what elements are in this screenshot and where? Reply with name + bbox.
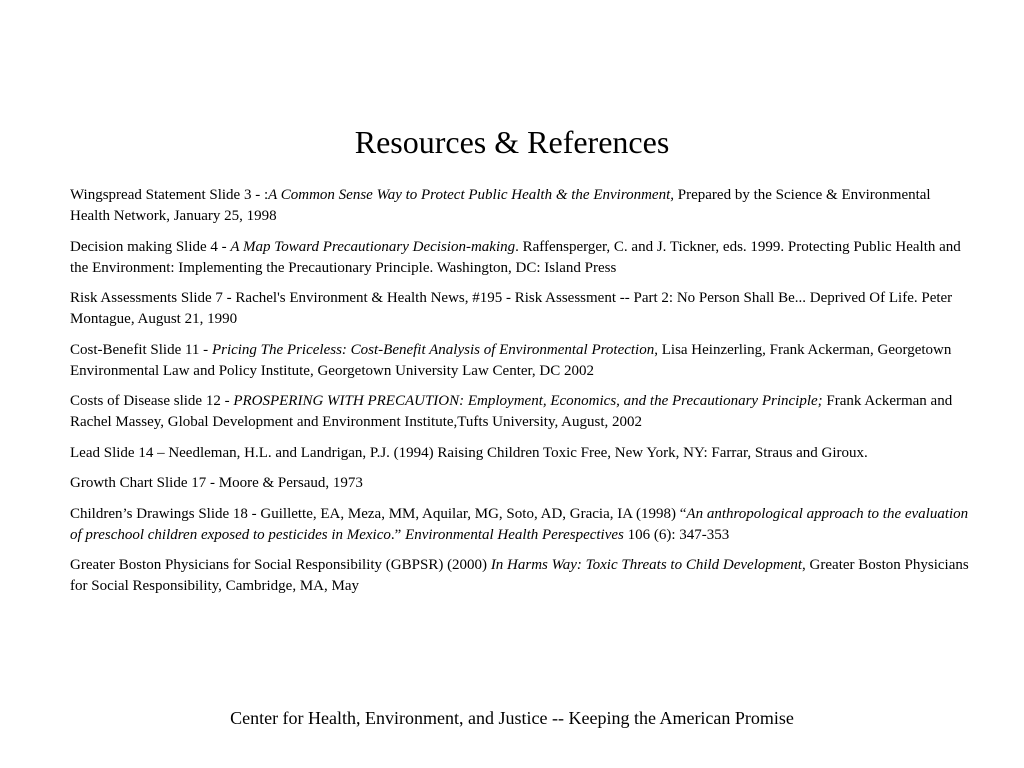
reference-title: In Harms Way: Toxic Threats to Child Development [490,557,803,573]
reference-item-lead [70,443,970,464]
reference-list [70,185,970,607]
reference-text: .” [390,526,406,543]
reference-item-decision-making [70,237,970,279]
reference-text: Costs of Disease slide 12 - [70,393,234,409]
reference-text: Frank Ackerman and Rachel Massey, Global Development and Environment Institute,Tufts University, August, 2002 [70,393,953,430]
slide-footer: Center for Health, Environment, and Justice -- Keeping the American Promise [230,708,794,728]
reference-text: Children’s Drawings Slide 18 - Guillette, EA, Meza, MM, Aquilar, MG, Soto, AD, Gracia, IA (1998) “ [70,505,687,522]
reference-title: Pricing The Priceless: Cost-Benefit Analysis of Environmental Protection [211,341,655,358]
reference-text: Lead Slide 14 – Needleman, H.L. and Landrigan, P.J. (1994) Raising Children Toxic Free, New York, NY: Farrar, Straus and Giroux. [70,444,868,461]
slide-title: Resources & References [354,124,670,160]
reference-journal: Environmental Health Perespectives [405,526,624,543]
reference-text: 106 (6): 347-353 [623,526,730,543]
reference-title: PROSPERING WITH PRECAUTION: Employment, Economics, and the Precautionary Principle; [233,393,823,409]
reference-text: Cost-Benefit Slide 11 - [70,341,212,358]
reference-item-gbpsr [70,555,970,597]
reference-text: Wingspread Statement Slide 3 - : [70,187,269,203]
reference-item-cost-benefit [70,340,970,382]
reference-item-wingspread [70,185,970,227]
reference-text: . Raffensperger, C. and J. Tickner, eds. 1999. Protecting Public Health and the Environment: Implementing the Precautionary Principle. Washington, DC: Island Press [70,238,961,276]
reference-item-costs-of-disease [70,391,970,433]
reference-text: , Lisa Heinzerling, Frank Ackerman, Georgetown Environmental Law and Policy Institute, Georgetown University Law Center, DC 2002 [70,341,952,379]
reference-title: A Map Toward Precautionary Decision-making [230,238,516,255]
reference-item-childrens-drawings [70,504,970,546]
reference-item-risk-assessments [70,288,970,330]
reference-title: An anthropological approach to the evaluation of preschool children exposed to pesticides in Mexico [70,505,969,543]
reference-title: A Common Sense Way to Protect Public Health & the Environment, [268,187,675,203]
reference-text: , Greater Boston Physicians for Social Responsibility, Cambridge, MA, May [70,557,969,594]
reference-text: Decision making Slide 4 - [70,238,231,255]
reference-text: Prepared by the Science & Environmental Health Network, January 25, 1998 [70,187,931,224]
reference-text: Risk Assessments Slide 7 - Rachel's Environment & Health News, #195 - Risk Assessment -- Part 2: No Person Shall Be... Deprived Of Life. Peter Montague, August 21, 1990 [70,290,953,327]
reference-text: Greater Boston Physicians for Social Responsibility (GBPSR) (2000) [70,557,491,573]
reference-item-growth-chart [70,473,970,494]
reference-text: Growth Chart Slide 17 - Moore & Persaud, 1973 [70,475,363,491]
